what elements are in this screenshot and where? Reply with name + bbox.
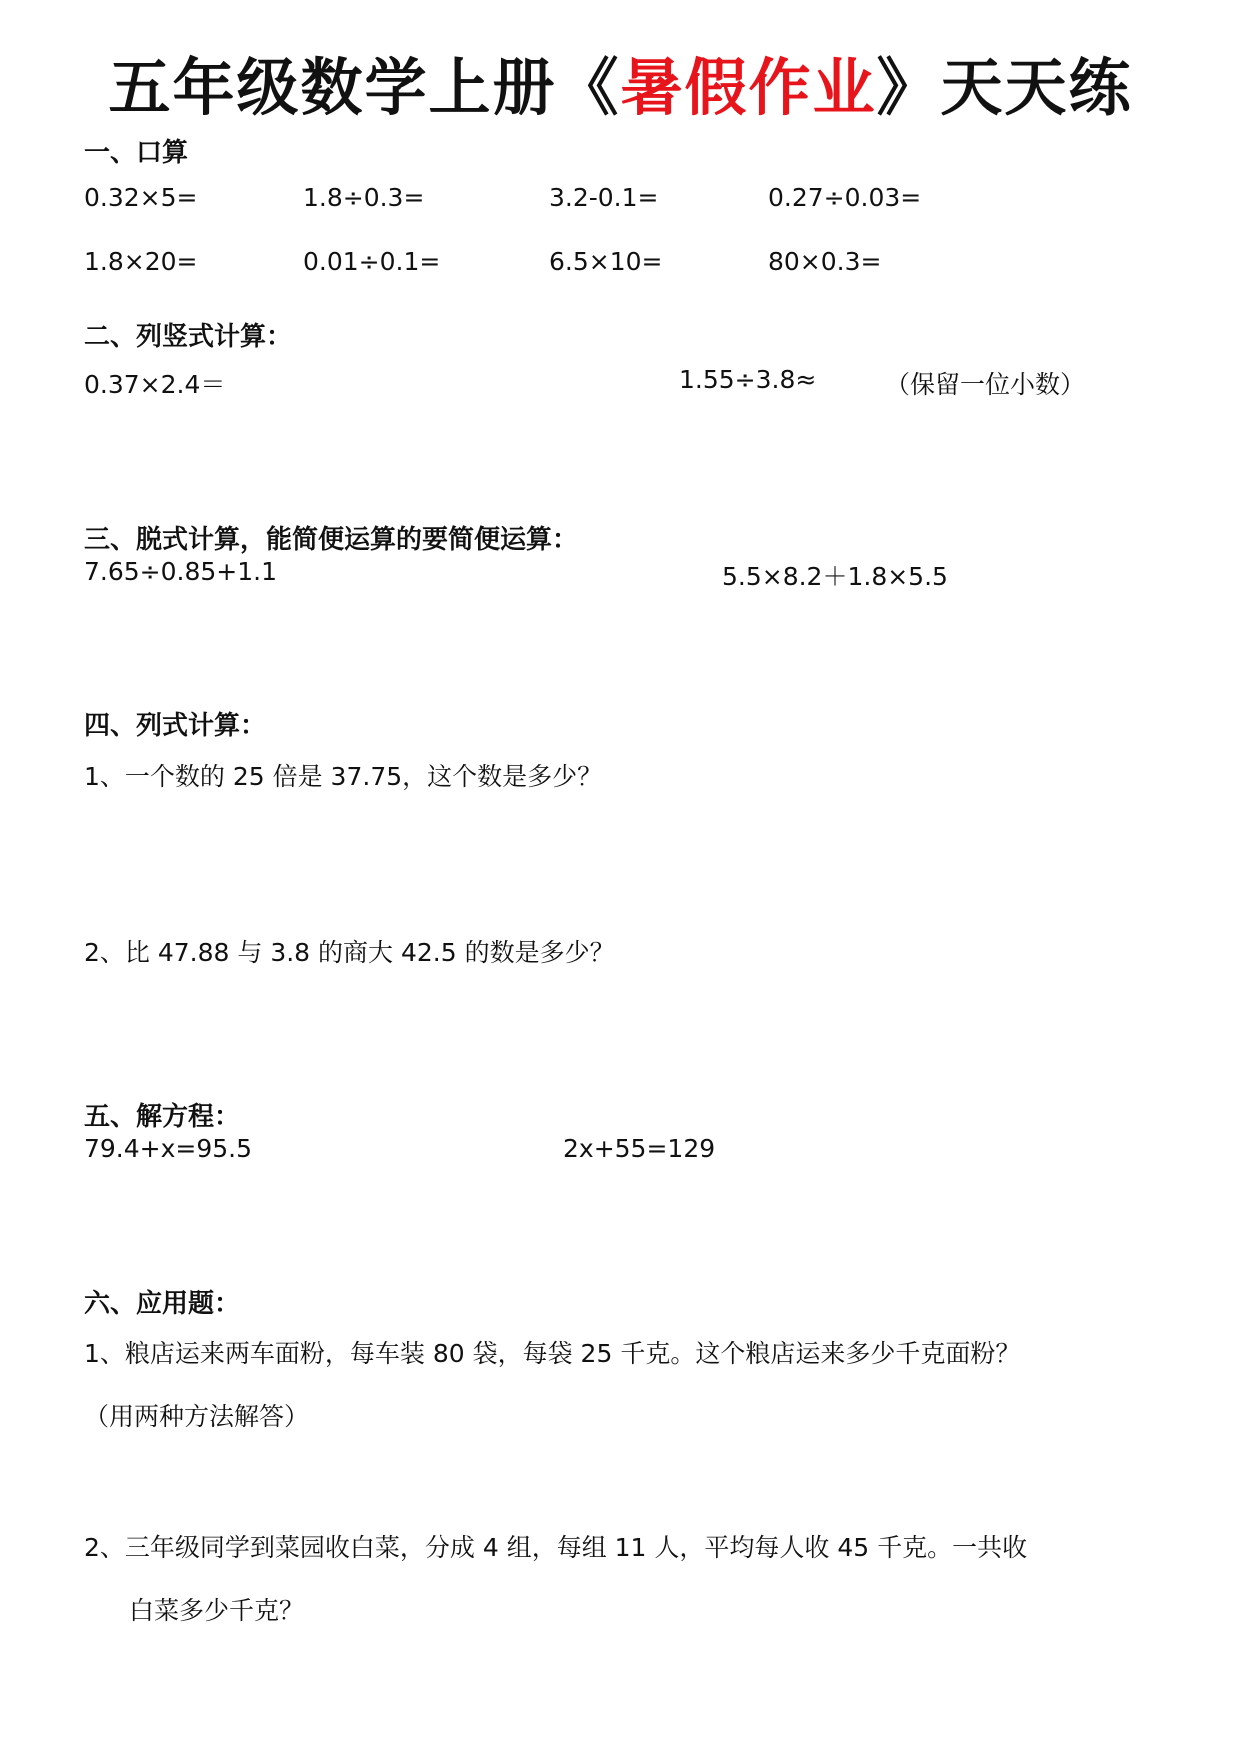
section-5-heading: 五、解方程： bbox=[84, 1102, 241, 1132]
word-problem-2-line-2: 白菜多少千克？ bbox=[129, 1596, 305, 1625]
section-1-heading: 一、口算 bbox=[84, 138, 189, 168]
section-4-heading: 四、列式计算： bbox=[84, 711, 267, 741]
oral-item-8: 80×0.3= bbox=[768, 247, 882, 276]
page-title bbox=[0, 38, 1241, 127]
expression-question-2: 2、比 47.88 与 3.8 的商大 42.5 的数是多少？ bbox=[84, 938, 615, 967]
oral-item-7: 6.5×10= bbox=[549, 247, 663, 276]
oral-item-4: 0.27÷0.03= bbox=[768, 183, 922, 212]
oral-item-6: 0.01÷0.1= bbox=[303, 247, 441, 276]
section-2-heading: 二、列竖式计算： bbox=[84, 322, 293, 352]
title-part-1: 五年级数学上册《 bbox=[108, 51, 621, 124]
section-3-heading: 三、脱式计算，能简便运算的要简便运算： bbox=[84, 525, 579, 555]
vertical-calc-1: 0.37×2.4＝ bbox=[84, 370, 226, 399]
oral-item-2: 1.8÷0.3= bbox=[303, 183, 425, 212]
equation-2: 2x+55=129 bbox=[563, 1134, 716, 1163]
title-part-3: 》天天练 bbox=[876, 51, 1133, 124]
word-problem-1-line-1: 1、粮店运来两车面粉，每车装 80 袋，每袋 25 千克。这个粮店运来多少千克面粉？ bbox=[84, 1339, 1021, 1368]
expression-question-1: 1、一个数的 25 倍是 37.75，这个数是多少？ bbox=[84, 762, 603, 791]
vertical-calc-2-note: （保留一位小数） bbox=[885, 370, 1086, 399]
oral-item-1: 0.32×5= bbox=[84, 183, 198, 212]
word-problem-1-line-2: （用两种方法解答） bbox=[84, 1402, 310, 1431]
step-calc-2: 5.5×8.2＋1.8×5.5 bbox=[722, 562, 948, 591]
oral-item-5: 1.8×20= bbox=[84, 247, 198, 276]
word-problem-2-line-1: 2、三年级同学到菜园收白菜，分成 4 组，每组 11 人，平均每人收 45 千克。一共收 bbox=[84, 1533, 1028, 1562]
vertical-calc-2: 1.55÷3.8≈ bbox=[679, 365, 817, 394]
equation-1: 79.4+x=95.5 bbox=[84, 1134, 253, 1163]
title-highlight: 暑假作业 bbox=[620, 51, 877, 124]
step-calc-1: 7.65÷0.85+1.1 bbox=[84, 557, 277, 586]
oral-item-3: 3.2-0.1= bbox=[549, 183, 659, 212]
section-6-heading: 六、应用题： bbox=[84, 1289, 241, 1319]
